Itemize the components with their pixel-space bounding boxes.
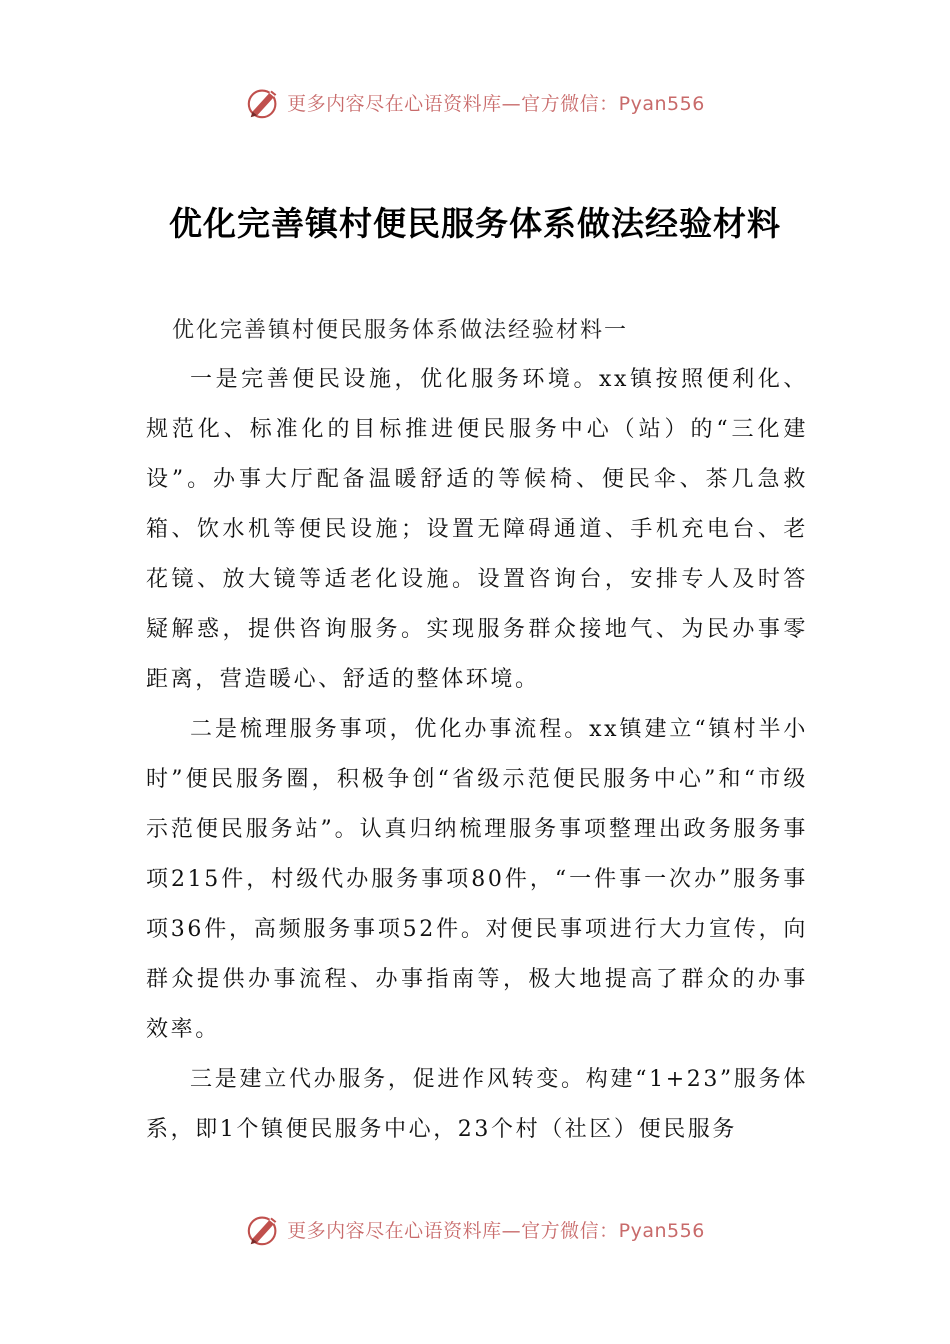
body-paragraph: 三是建立代办服务，促进作风转变。构建“1+23”服务体系，即1个镇便民服务中心，23个村（社区）便民服务	[146, 1067, 808, 1142]
document-body	[146, 355, 808, 1155]
document-title: 优化完善镇村便民服务体系做法经验材料	[169, 204, 781, 244]
pen-logo-icon	[245, 1210, 283, 1248]
body-paragraph: 一是完善便民设施，优化服务环境。xx镇按照便利化、规范化、标准化的目标推进便民服务中心（站）的“三化建设”。办事大厅配备温暖舒适的等候椅、便民伞、茶几急救箱、饮水机等便民设施；设置无障碍通道、手机充电台、老花镜、放大镜等适老化设施。设置咨询台，安排专人及时答疑解惑，提供咨询服务。实现服务群众接地气、为民办事零距离，营造暖心、舒适的整体环境。	[146, 367, 808, 692]
watermark-banner-bottom	[0, 1209, 950, 1249]
watermark-banner-top	[0, 82, 950, 122]
body-paragraph: 二是梳理服务事项，优化办事流程。xx镇建立“镇村半小时”便民服务圈，积极争创“省级示范便民服务中心”和“市级示范便民服务站”。认真归纳梳理服务事项整理出政务服务事项215件，村级代办服务事项80件，“一件事一次办”服务事项36件，高频服务事项52件。对便民事项进行大力宣传，向群众提供办事流程、办事指南等，极大地提高了群众的办事效率。	[146, 717, 808, 1042]
pen-logo-icon	[245, 83, 283, 121]
watermark-text: 更多内容尽在心语资料库—官方微信：Pyan556	[287, 1219, 705, 1242]
document-subtitle: 优化完善镇村便民服务体系做法经验材料一	[172, 318, 629, 343]
watermark-text: 更多内容尽在心语资料库—官方微信：Pyan556	[287, 92, 705, 115]
